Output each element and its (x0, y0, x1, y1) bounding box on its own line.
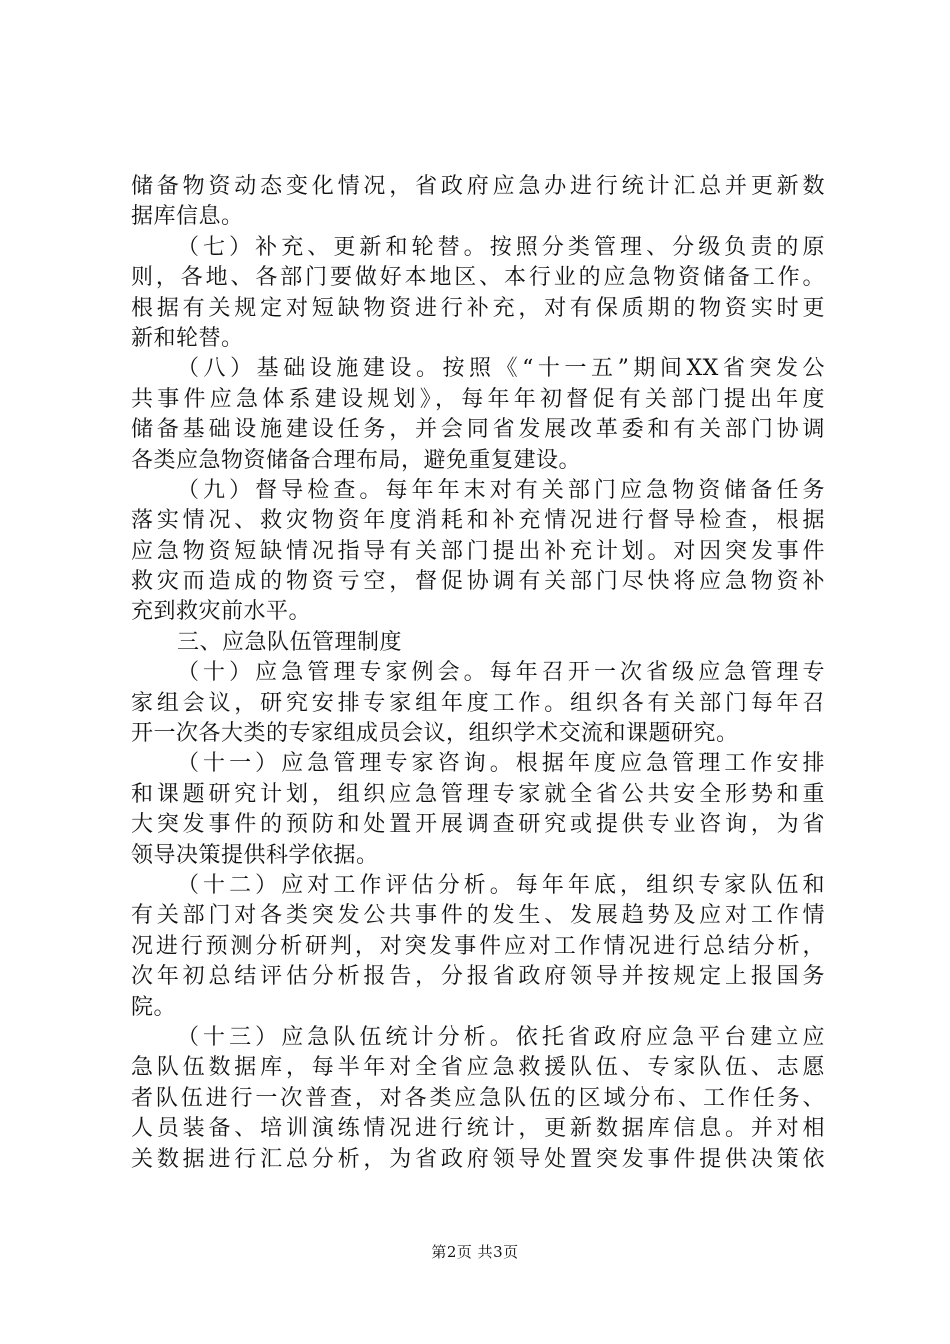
paragraph-start-line: （十一）应急管理专家咨询。根据年度应急管理工作安排 (177, 751, 825, 777)
text-line: 领导决策提供科学依据。 (131, 842, 379, 868)
text-line: 各类应急物资储备合理布局，避免重复建设。 (131, 447, 582, 473)
text-line: 者队伍进行一次普查，对各类应急队伍的区域分布、工作任务、 (131, 1085, 825, 1111)
text-line: 根据有关规定对短缺物资进行补充，对有保质期的物资实时更 (131, 295, 825, 321)
text-line: 则，各地、各部门要做好本地区、本行业的应急物资储备工作。 (131, 265, 825, 291)
text-line: 家组会议，研究安排专家组年度工作。组织各有关部门每年召 (131, 690, 825, 716)
text-line: 储备物资动态变化情况，省政府应急办进行统计汇总并更新数 (131, 174, 825, 199)
text-line: 开一次各大类的专家组成员会议，组织学术交流和课题研究。 (131, 721, 739, 747)
page-number-footer: 第2页 共3页 (431, 1243, 519, 1261)
paragraph-start-line: （七）补充、更新和轮替。按照分类管理、分级负责的原 (177, 234, 825, 260)
text-line: 储备基础设施建设任务，并会同省发展改革委和有关部门协调 (131, 417, 825, 443)
text-line: 救灾而造成的物资亏空，督促协调有关部门尽快将应急物资补 (131, 569, 825, 595)
text-line: 有关部门对各类突发公共事件的发生、发展趋势及应对工作情 (131, 903, 825, 929)
paragraph-start-line: （十）应急管理专家例会。每年召开一次省级应急管理专 (177, 660, 825, 686)
text-line: 况进行预测分析研判，对突发事件应对工作情况进行总结分析， (131, 933, 825, 959)
text-line: 急队伍数据库，每半年对全省应急救援队伍、专家队伍、志愿 (131, 1055, 825, 1081)
text-line: 大突发事件的预防和处置开展调查研究或提供专业咨询，为省 (131, 812, 825, 838)
text-line: 应急物资短缺情况指导有关部门提出补充计划。对因突发事件 (131, 538, 825, 564)
text-line: 次年初总结评估分析报告，分报省政府领导并按规定上报国务 (131, 964, 825, 990)
text-line: 新和轮替。 (131, 325, 244, 351)
text-line: 和课题研究计划，组织应急管理专家就全省公共安全形势和重 (131, 781, 825, 807)
text-line: 院。 (131, 994, 177, 1020)
section-heading: 三、应急队伍管理制度 (177, 629, 403, 655)
paragraph-start-line: （九）督导检查。每年年末对有关部门应急物资储备任务 (177, 477, 825, 503)
text-line: 关数据进行汇总分析，为省政府领导处置突发事件提供决策依 (131, 1146, 825, 1172)
body-text (131, 172, 825, 1175)
text-line: 充到救灾前水平。 (131, 599, 312, 625)
paragraph-start-line: （八）基础设施建设。按照《“十一五”期间XX省突发公 (177, 356, 825, 382)
paragraph-start-line: （十二）应对工作评估分析。每年年底，组织专家队伍和 (177, 872, 825, 898)
text-line: 人员装备、培训演练情况进行统计，更新数据库信息。并对相 (131, 1116, 825, 1142)
text-line: 据库信息。 (131, 204, 244, 230)
text-line: 共事件应急体系建设规划》，每年年初督促有关部门提出年度 (131, 386, 825, 412)
paragraph-start-line: （十三）应急队伍统计分析。依托省政府应急平台建立应 (177, 1024, 825, 1050)
text-line: 落实情况、救灾物资年度消耗和补充情况进行督导检查，根据 (131, 508, 825, 534)
